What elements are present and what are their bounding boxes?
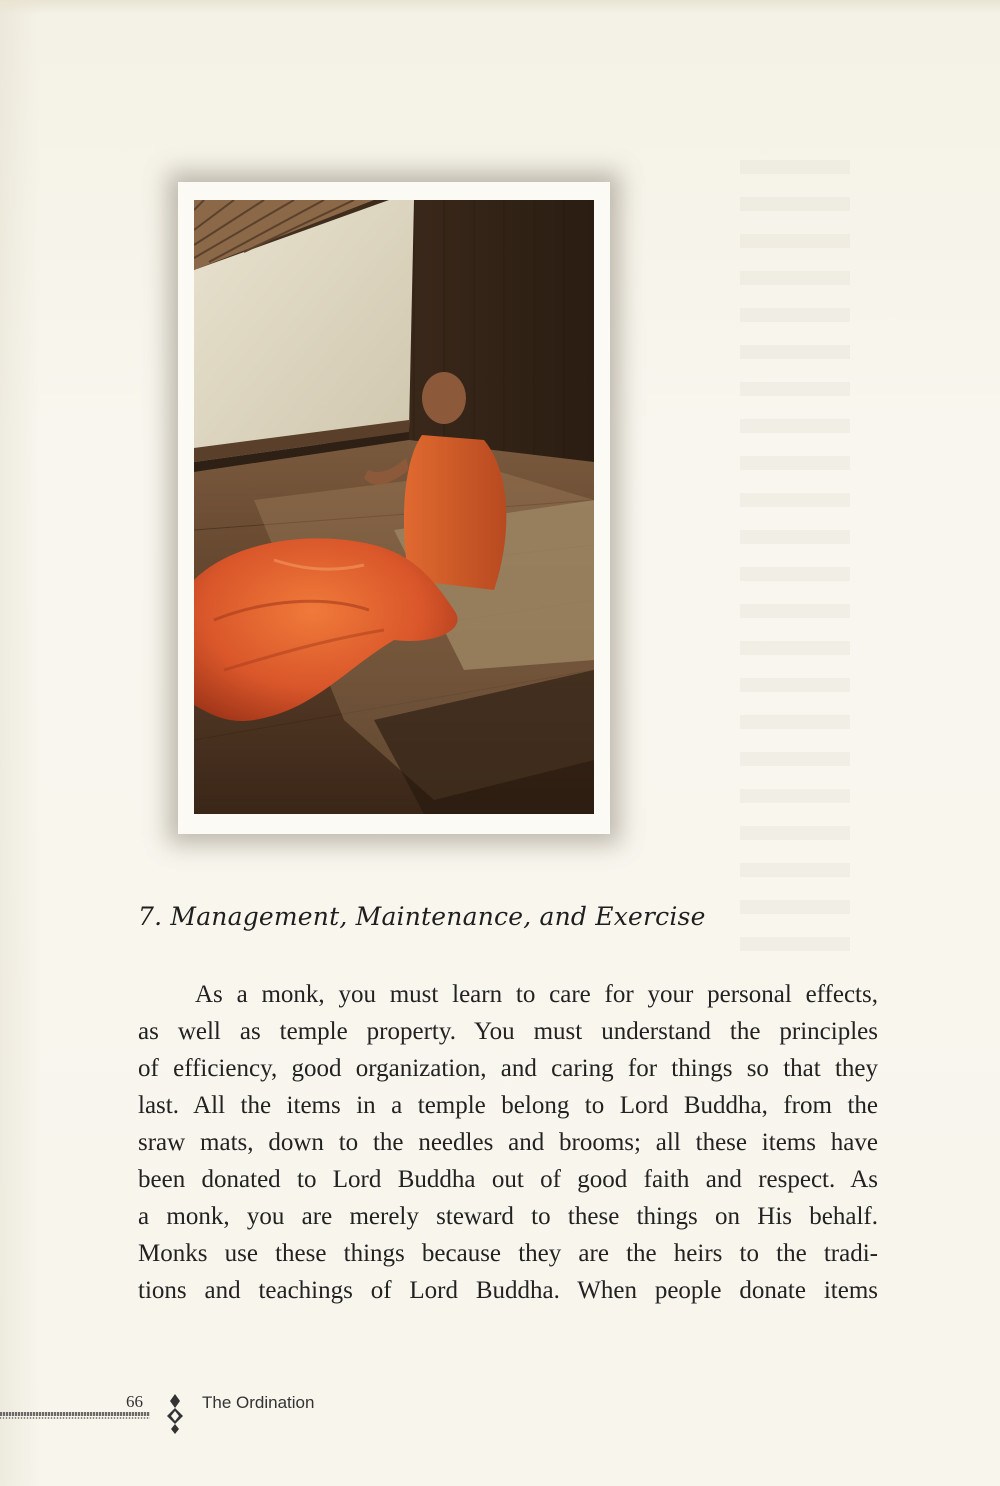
paragraph-line: last. All the items in a temple belong to Lord Buddha, from the — [138, 1092, 878, 1119]
paragraph-line: sraw mats, down to the needles and brooms; all these items have — [138, 1129, 878, 1156]
paragraph-line: tions and teachings of Lord Buddha. When people donate items — [138, 1277, 878, 1304]
paragraph-line: as well as temple property. You must understand the principles — [138, 1018, 878, 1045]
photo-illustration — [194, 200, 594, 814]
top-edge — [0, 0, 1000, 14]
diamond-ornament-icon — [166, 1394, 184, 1434]
section-heading: 7. Management, Maintenance, and Exercise — [138, 902, 706, 931]
footer-rule-secondary — [0, 1417, 150, 1419]
body-paragraph — [138, 976, 878, 1309]
photo-frame — [178, 182, 610, 834]
paragraph-line: As a monk, you must learn to care for your personal effects, — [195, 981, 878, 1008]
footer-rule — [0, 1412, 150, 1416]
running-title: The Ordination — [202, 1393, 315, 1412]
page-number: 66 — [126, 1392, 143, 1411]
paragraph-line: a monk, you are merely steward to these things on His behalf. — [138, 1203, 878, 1230]
paragraph-line: been donated to Lord Buddha out of good faith and respect. As — [138, 1166, 878, 1193]
paragraph-line: of efficiency, good organization, and caring for things so that they — [138, 1055, 878, 1082]
paragraph-line: Monks use these things because they are the heirs to the tradi- — [138, 1240, 878, 1267]
monk-sewing-robe-photo — [194, 200, 594, 814]
bleed-through-shadow — [740, 160, 850, 960]
